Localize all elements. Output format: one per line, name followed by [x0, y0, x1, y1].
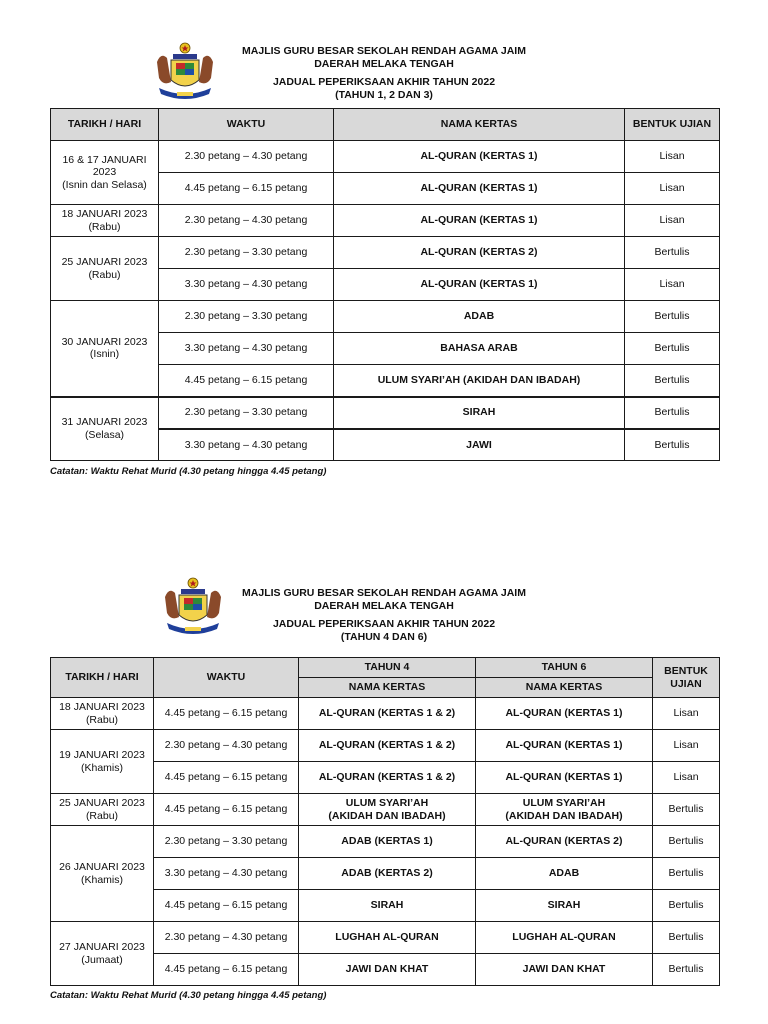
- exam-schedule-table-2: [50, 657, 720, 986]
- paper-cell: ULUM SYARI’AH (AKIDAH DAN IBADAH): [334, 365, 625, 397]
- header-line-1: MAJLIS GURU BESAR SEKOLAH RENDAH AGAMA JAIM: [242, 45, 526, 57]
- paper-cell-tahun-6: LUGHAH AL-QURAN: [476, 922, 653, 954]
- type-cell: Lisan: [625, 141, 720, 173]
- time-cell: 2.30 petang – 3.30 petang: [159, 397, 334, 429]
- footnote: [50, 466, 326, 477]
- type-cell: Lisan: [653, 730, 720, 762]
- date-cell: [51, 205, 159, 237]
- time-cell: 4.45 petang – 6.15 petang: [154, 794, 299, 826]
- table-row: [51, 794, 720, 826]
- paper-cell-tahun-4: JAWI DAN KHAT: [299, 954, 476, 986]
- day-text: (Isnin): [89, 348, 120, 361]
- table-row: [51, 141, 720, 173]
- date-text: 27 JANUARI 2023: [59, 941, 145, 953]
- date-cell: [51, 397, 159, 461]
- day-text: (Isnin dan Selasa): [62, 178, 147, 191]
- time-cell: 2.30 petang – 4.30 petang: [159, 141, 334, 173]
- date-cell: [51, 237, 159, 301]
- date-text: 19 JANUARI 2023: [59, 749, 145, 761]
- day-text: (Khamis): [80, 761, 123, 774]
- header-subtitle: (TAHUN 1, 2 DAN 3): [335, 88, 433, 101]
- column-header-tarikh: TARIKH / HARI: [51, 658, 154, 698]
- time-cell: 4.45 petang – 6.15 petang: [154, 698, 299, 730]
- column-header-waktu: WAKTU: [154, 658, 299, 698]
- day-text: (Rabu): [85, 809, 119, 822]
- time-cell: 2.30 petang – 4.30 petang: [154, 730, 299, 762]
- paper-cell-tahun-4: ADAB (KERTAS 2): [299, 858, 476, 890]
- date-cell: [51, 922, 154, 986]
- paper-cell-tahun-4: AL-QURAN (KERTAS 1 & 2): [299, 730, 476, 762]
- type-cell: Lisan: [625, 173, 720, 205]
- paper-cell-tahun-6: JAWI DAN KHAT: [476, 954, 653, 986]
- paper-line-1: ULUM SYARI’AH: [345, 797, 429, 809]
- column-header-nama-kertas-t4: NAMA KERTAS: [299, 678, 476, 698]
- table-row: [51, 205, 720, 237]
- paper-cell-tahun-6: ADAB: [476, 858, 653, 890]
- day-text: (Rabu): [85, 713, 119, 726]
- type-cell: Bertulis: [653, 826, 720, 858]
- column-header-tahun-4: TAHUN 4: [299, 658, 476, 678]
- type-cell: Bertulis: [625, 333, 720, 365]
- column-header-nama-kertas-t6: NAMA KERTAS: [476, 678, 653, 698]
- paper-cell-tahun-6: [476, 794, 653, 826]
- type-cell: Lisan: [653, 698, 720, 730]
- footnote-text: : Waktu Rehat Murid (4.30 petang hingga 4.45 petang): [84, 990, 327, 1001]
- paper-cell: AL-QURAN (KERTAS 1): [334, 141, 625, 173]
- time-cell: 4.45 petang – 6.15 petang: [154, 890, 299, 922]
- date-cell: [51, 698, 154, 730]
- date-text: 31 JANUARI 2023: [61, 416, 148, 429]
- paper-line-1: ULUM SYARI’AH: [522, 797, 606, 809]
- type-cell: Bertulis: [625, 365, 720, 397]
- paper-line-2: (AKIDAH DAN IBADAH): [328, 809, 446, 822]
- paper-cell-tahun-6: SIRAH: [476, 890, 653, 922]
- table-row: [51, 922, 720, 954]
- paper-cell-tahun-4: AL-QURAN (KERTAS 1 & 2): [299, 762, 476, 794]
- paper-cell: SIRAH: [334, 397, 625, 429]
- date-text: 25 JANUARI 2023: [61, 256, 148, 268]
- date-text: 18 JANUARI 2023: [61, 208, 148, 220]
- paper-cell-tahun-4: [299, 794, 476, 826]
- time-cell: 3.30 petang – 4.30 petang: [159, 429, 334, 461]
- column-header-nama-kertas: NAMA KERTAS: [334, 109, 625, 141]
- footnote: [50, 990, 326, 1001]
- document-header: [104, 587, 664, 643]
- paper-cell-tahun-4: ADAB (KERTAS 1): [299, 826, 476, 858]
- type-cell: Bertulis: [653, 890, 720, 922]
- day-text: (Khamis): [80, 873, 123, 886]
- paper-cell-tahun-4: SIRAH: [299, 890, 476, 922]
- column-header-bentuk-ujian: BENTUK UJIAN: [653, 658, 720, 698]
- paper-line-2: (AKIDAH DAN IBADAH): [505, 809, 623, 822]
- type-cell: Bertulis: [625, 301, 720, 333]
- footnote-text: : Waktu Rehat Murid (4.30 petang hingga 4.45 petang): [84, 466, 327, 477]
- type-cell: Bertulis: [625, 397, 720, 429]
- paper-cell: AL-QURAN (KERTAS 1): [334, 173, 625, 205]
- paper-cell-tahun-6: AL-QURAN (KERTAS 1): [476, 730, 653, 762]
- header-title: JADUAL PEPERIKSAAN AKHIR TAHUN 2022: [272, 618, 496, 630]
- header-line-2: DAERAH MELAKA TENGAH: [314, 57, 454, 70]
- paper-cell: AL-QURAN (KERTAS 1): [334, 269, 625, 301]
- type-cell: Bertulis: [625, 237, 720, 269]
- paper-cell-tahun-4: LUGHAH AL-QURAN: [299, 922, 476, 954]
- date-text: 25 JANUARI 2023: [59, 797, 145, 809]
- type-cell: Bertulis: [653, 954, 720, 986]
- header-line-2: DAERAH MELAKA TENGAH: [314, 599, 454, 612]
- paper-cell: BAHASA ARAB: [334, 333, 625, 365]
- time-cell: 2.30 petang – 3.30 petang: [159, 301, 334, 333]
- table-row: [51, 397, 720, 429]
- paper-cell-tahun-6: AL-QURAN (KERTAS 2): [476, 826, 653, 858]
- date-cell: [51, 141, 159, 205]
- column-header-waktu: WAKTU: [159, 109, 334, 141]
- date-cell: [51, 730, 154, 794]
- exam-schedule-table-1: [50, 108, 720, 461]
- paper-cell: ADAB: [334, 301, 625, 333]
- column-header-tarikh: TARIKH / HARI: [51, 109, 159, 141]
- type-cell: Lisan: [625, 205, 720, 237]
- date-text: 16 & 17 JANUARI 2023: [62, 153, 147, 179]
- paper-cell-tahun-6: AL-QURAN (KERTAS 1): [476, 762, 653, 794]
- time-cell: 4.45 petang – 6.15 petang: [159, 365, 334, 397]
- date-cell: [51, 301, 159, 397]
- column-header-tahun-6: TAHUN 6: [476, 658, 653, 678]
- table-row: [51, 301, 720, 333]
- date-text: 18 JANUARI 2023: [59, 701, 145, 713]
- paper-cell: AL-QURAN (KERTAS 2): [334, 237, 625, 269]
- table-row: [51, 698, 720, 730]
- date-text: 30 JANUARI 2023: [61, 335, 148, 348]
- date-cell: [51, 794, 154, 826]
- paper-cell: JAWI: [334, 429, 625, 461]
- header-line-1: MAJLIS GURU BESAR SEKOLAH RENDAH AGAMA JAIM: [242, 587, 526, 599]
- time-cell: 2.30 petang – 3.30 petang: [159, 237, 334, 269]
- time-cell: 4.45 petang – 6.15 petang: [154, 954, 299, 986]
- document-header: [104, 45, 664, 101]
- header-title: JADUAL PEPERIKSAAN AKHIR TAHUN 2022: [272, 76, 496, 88]
- type-cell: Bertulis: [625, 429, 720, 461]
- paper-cell: AL-QURAN (KERTAS 1): [334, 205, 625, 237]
- table-row: [51, 237, 720, 269]
- table-row: [51, 826, 720, 858]
- time-cell: 3.30 petang – 4.30 petang: [159, 269, 334, 301]
- footnote-label: Catatan: [50, 990, 85, 1001]
- day-text: (Rabu): [88, 268, 121, 281]
- time-cell: 2.30 petang – 3.30 petang: [154, 826, 299, 858]
- header-subtitle: (TAHUN 4 DAN 6): [340, 630, 428, 643]
- footnote-label: Catatan: [50, 466, 85, 477]
- table-row: [51, 730, 720, 762]
- type-cell: Bertulis: [653, 858, 720, 890]
- time-cell: 2.30 petang – 4.30 petang: [159, 205, 334, 237]
- day-text: (Jumaat): [81, 953, 123, 966]
- time-cell: 3.30 petang – 4.30 petang: [159, 333, 334, 365]
- time-cell: 3.30 petang – 4.30 petang: [154, 858, 299, 890]
- paper-cell-tahun-6: AL-QURAN (KERTAS 1): [476, 698, 653, 730]
- time-cell: 2.30 petang – 4.30 petang: [154, 922, 299, 954]
- time-cell: 4.45 petang – 6.15 petang: [154, 762, 299, 794]
- time-cell: 4.45 petang – 6.15 petang: [159, 173, 334, 205]
- type-cell: Lisan: [653, 762, 720, 794]
- date-text: 26 JANUARI 2023: [59, 861, 145, 873]
- date-cell: [51, 826, 154, 922]
- paper-cell-tahun-4: AL-QURAN (KERTAS 1 & 2): [299, 698, 476, 730]
- type-cell: Lisan: [625, 269, 720, 301]
- type-cell: Bertulis: [653, 794, 720, 826]
- column-header-bentuk-ujian: BENTUK UJIAN: [625, 109, 720, 141]
- day-text: (Selasa): [84, 428, 125, 441]
- type-cell: Bertulis: [653, 922, 720, 954]
- day-text: (Rabu): [88, 220, 121, 233]
